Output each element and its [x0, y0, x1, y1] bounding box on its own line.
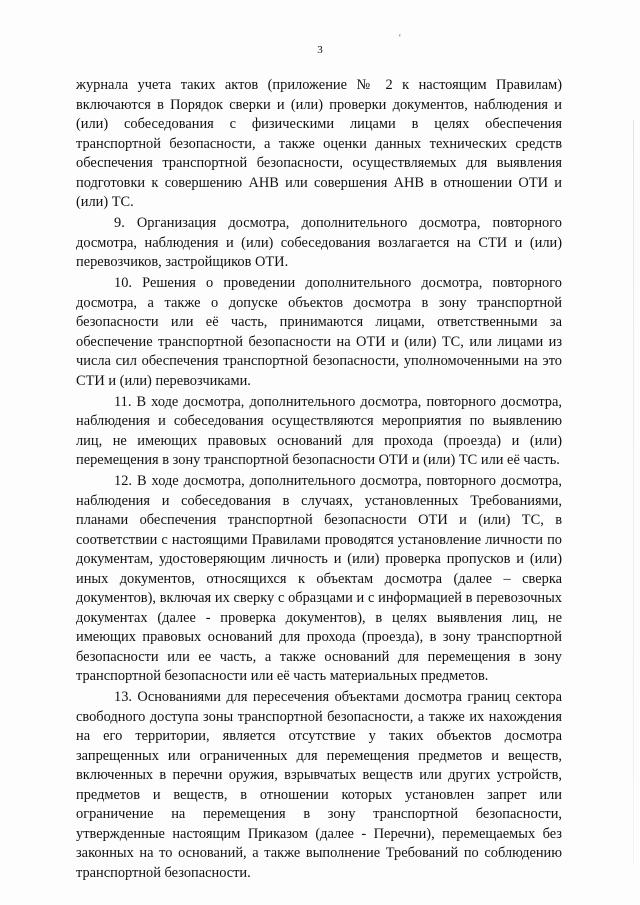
paragraph-9: 9. Организация досмотра, дополнительного досмотра, повторного досмотра, наблюдения и (или) собеседования возлагается на СТИ и (или) перевозчиков, застройщиков ОТИ.: [76, 215, 562, 270]
paragraph-10: 10. Решения о проведении дополнительного досмотра, повторного досмотра, а также о допуске объектов досмотра в зону транспортной безопасности или её часть, принимаются лицами, ответственными за обеспечение транспортной безопасности на ОТИ и (или) ТС, или лицами из числа сил обеспечения транспортной безопасности, уполномоченными на это СТИ и (или) перевозчиками.: [76, 275, 562, 389]
page-number: 3: [317, 44, 323, 56]
paragraph-continuation: журнала учета таких актов (приложение № 2 к настоящим Правилам) включаются в Порядок сверки и (или) проверки документов, наблюдения и (или) собеседования с физическими лицами в целях обеспечения транспортной безопасности, а также оценки данных технических средств обеспечения транспортной безопасности, осуществляемых для выявления подготовки к совершению АНВ или совершения АНВ в отношении ОТИ и (или) ТС.: [76, 77, 562, 210]
paragraph-12: 12. В ходе досмотра, дополнительного досмотра, повторного досмотра, наблюдения и собеседования в случаях, установленных Требованиями, планами обеспечения транспортной безопасности ОТИ и (или) ТС, в соответствии с настоящими Правилами проводятся установление личности по документам, удостоверяющим личность и (или) проверка пропусков и (или) иных документов, относящихся к объектам досмотра (далее – сверка документов), включая их сверку с образцами и с информацией в перевозочных документах (далее - проверка документов), в целях выявления лиц, не имеющих правовых оснований для прохода (проезда), в зону транспортной безопасности или ее часть, а также оснований для перемещения в зону транспортной безопасности или её часть материальных предметов.: [76, 473, 562, 684]
paragraph-13: 13. Основаниями для пересечения объектами досмотра границ сектора свободного доступа зоны транспортной безопасности, а также их нахождения на его территории, является отсутствие у таких объектов досмотра запрещенных или ограниченных для перемещения предметов и веществ, включенных в перечни оружия, взрывчатых веществ или других устройств, предметов и веществ, в отношении которых установлен запрет или ограничение на перемещения в зону транспортной безопасности, утвержденные настоящим Приказом (далее - Перечни), перемещаемых без законных на то оснований, а также выполнение Требований по соблюдению транспортной безопасности.: [76, 689, 562, 881]
scan-mark: ‘: [398, 32, 402, 44]
scan-edge-shadow: [633, 120, 634, 865]
document-body: [76, 76, 562, 885]
paragraph-11: 11. В ходе досмотра, дополнительного досмотра, повторного досмотра, наблюдения и собеседования осуществляются мероприятия по выявлению лиц, не имеющих правовых оснований для прохода (проезда) и (или) перемещения в зону транспортной безопасности ОТИ и (или) ТС или её часть.: [76, 393, 562, 468]
